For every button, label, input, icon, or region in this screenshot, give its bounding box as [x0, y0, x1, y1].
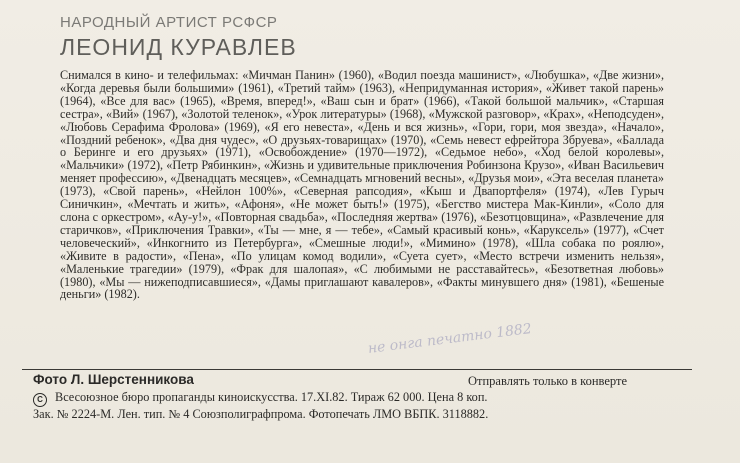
publisher-imprint: [33, 390, 488, 422]
send-instruction: Отправлять только в конверте: [468, 374, 628, 388]
footer-divider: [22, 369, 692, 370]
imprint-line-1: [33, 390, 488, 407]
copyright-icon: C: [33, 393, 47, 407]
actor-name-title: ЛЕОНИД КУРАВЛЕВ: [60, 34, 297, 60]
handwritten-note: не онга печатно 1882: [367, 320, 533, 357]
imprint-line-1-text: Всесоюзное бюро пропаганды киноискусства. 17.XI.82. Тираж 62 000. Цена 8 коп.: [55, 390, 488, 404]
imprint-line-2: Зак. № 2224-М. Лен. тип. № 4 Союзполиграфпрома. Фотопечать ЛМО ВБПК. 3118882.: [33, 407, 489, 421]
filmography-paragraph: Снимался в кино- и телефильмах: «Мичман Панин» (1960), «Водил поезда машинист», «Любушка», «Две жизни», «Когда деревья были большими» (1961), «Третий тайм» (1963), «Непридуманная история», «Живет такой парень» (1964), «Все для вас» (1965), «Время, вперед!», «Ваш сын и брат» (1966), «Такой большой мальчик», «Старшая сестра», «Вий» (1967), «Золотой теленок», «Урок литературы» (1968), «Мужской разговор», «Крах», «Неподсуден», «Любовь Серафима Фролова» (1969), «Я его невеста», «День и вся жизнь», «Гори, гори, моя звезда», «Начало», «Поздний ребенок», «Два дня чудес», «О друзьях-товарищах» (1970), «Семь невест ефрейтора Збруева», «Баллада о Беринге и его друзьях» (1971), «Освобождение» (1970—1972), «Седьмое небо», «Ход белой королевы», «Мальчики» (1972), «Петр Рябинкин», «Жизнь и удивительные приключения Робинзона Крузо», «Иван Васильевич меняет профессию», «Двенадцать месяцев», «Семнадцать мгновений весны», «Друзья мои», «Эта веселая планета» (1973), «Свой парень», «Нейлон 100%», «Северная рапсодия», «Кыш и Двапортфеля» (1974), «Лев Гурыч Синичкин», «Мечтать и жить», «Афоня», «Не может быть!» (1975), «Бегство мистера Мак-Кинли», «Соло для слона с оркестром», «Ау-у!», «Повторная свадьба», «Последняя жертва» (1976), «Безотцовщина», «Развлечение для старичков», «Приключения Травки», «Ты — мне, я — тебе», «Самый красивый конь», «Каруксель» (1977), «Счет человеческий», «Инкогнито из Петербурга», «Смешные люди!», «Мимино» (1978), «Шла собака по роялю», «Живите в радости», «Пена», «По улицам комод водили», «Суета сует», «Место встречи изменить нельзя», «Маленькие трагедии» (1979), «Фрак для шалопая», «С любимыми не расставайтесь», «Безответная любовь» (1980), «Мы — нижеподписавшиеся», «Дамы приглашают кавалеров», «Факты минувшего дня» (1981), «Бешеные деньги» (1982).: [60, 68, 664, 302]
actor-rank-subtitle: НАРОДНЫЙ АРТИСТ РСФСР: [60, 14, 278, 31]
photo-credit: Фото Л. Шерстенникова: [33, 372, 194, 387]
